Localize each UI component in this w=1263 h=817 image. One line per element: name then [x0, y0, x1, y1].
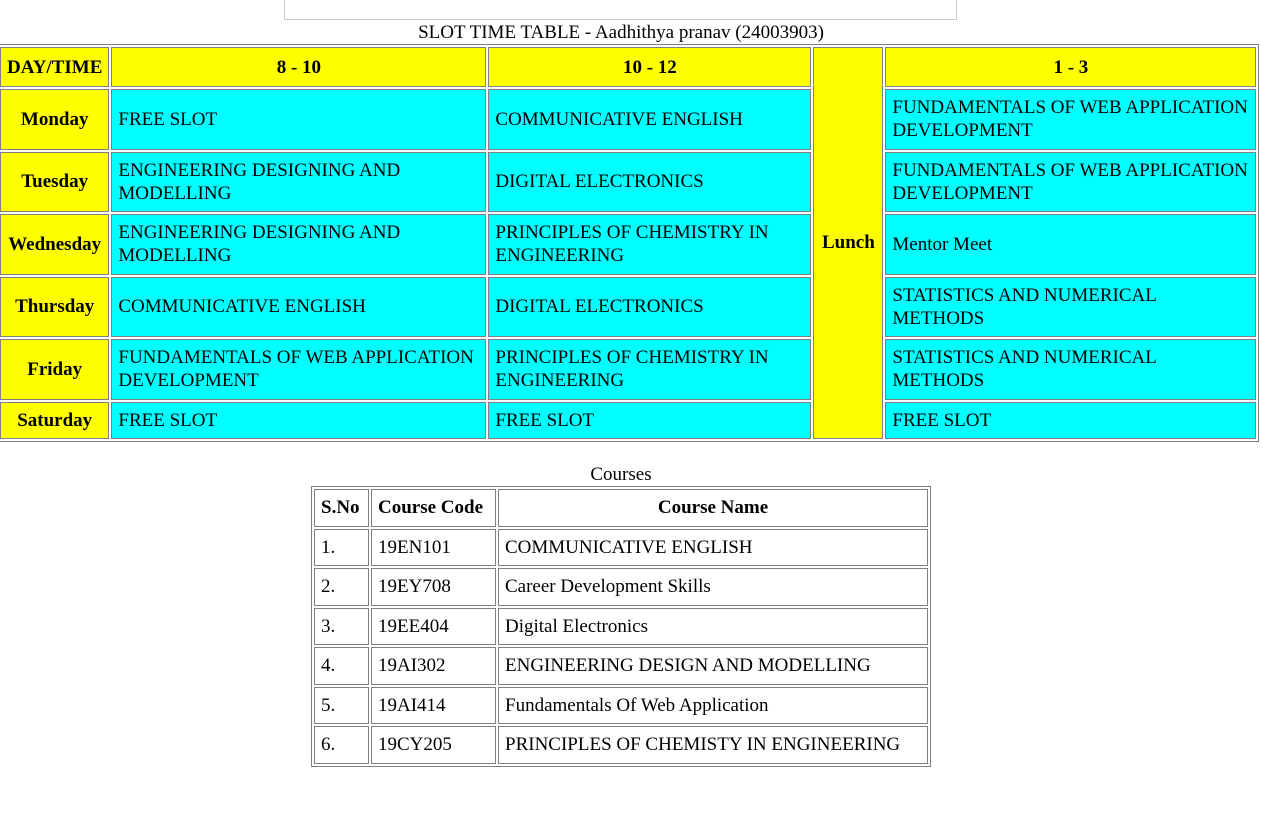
course-row — [314, 529, 928, 567]
course-code: 19EE404 — [371, 608, 496, 646]
course-row — [314, 568, 928, 606]
slot-cell: PRINCIPLES OF CHEMISTRY IN ENGINEERING — [488, 214, 811, 275]
course-sno: 5. — [314, 687, 369, 725]
course-name: Digital Electronics — [498, 608, 928, 646]
slot-timetable — [0, 44, 1259, 442]
slot-cell: FREE SLOT — [885, 402, 1256, 439]
timetable-header-row — [0, 47, 1256, 87]
slot-cell: FREE SLOT — [111, 89, 486, 150]
course-row — [314, 726, 928, 764]
course-sno: 3. — [314, 608, 369, 646]
course-code: 19EN101 — [371, 529, 496, 567]
day-label: Monday — [0, 89, 109, 150]
header-course-code: Course Code — [371, 489, 496, 527]
timetable-caption: SLOT TIME TABLE - Aadhithya pranav (24003903) — [418, 22, 824, 43]
lunch-cell: Lunch — [813, 47, 883, 439]
courses-header-row — [314, 489, 928, 527]
course-sno: 2. — [314, 568, 369, 606]
slot-cell: STATISTICS AND NUMERICAL METHODS — [885, 339, 1256, 400]
course-code: 19AI302 — [371, 647, 496, 685]
slot-cell: DIGITAL ELECTRONICS — [488, 277, 811, 338]
slot-cell: FREE SLOT — [488, 402, 811, 439]
timetable-row-saturday — [0, 402, 1256, 439]
slot-cell: FUNDAMENTALS OF WEB APPLICATION DEVELOPMENT — [885, 89, 1256, 150]
header-day-time: DAY/TIME — [0, 47, 109, 87]
course-name: ENGINEERING DESIGN AND MODELLING — [498, 647, 928, 685]
course-row — [314, 687, 928, 725]
course-sno: 4. — [314, 647, 369, 685]
slot-cell: PRINCIPLES OF CHEMISTRY IN ENGINEERING — [488, 339, 811, 400]
timetable-row-thursday — [0, 277, 1256, 338]
course-name: COMMUNICATIVE ENGLISH — [498, 529, 928, 567]
timetable-row-monday — [0, 89, 1256, 150]
header-slot-8-10: 8 - 10 — [111, 47, 486, 87]
course-name: Career Development Skills — [498, 568, 928, 606]
day-label: Wednesday — [0, 214, 109, 275]
course-row — [314, 608, 928, 646]
slot-cell: FUNDAMENTALS OF WEB APPLICATION DEVELOPMENT — [111, 339, 486, 400]
course-name: PRINCIPLES OF CHEMISTY IN ENGINEERING — [498, 726, 928, 764]
course-row — [314, 647, 928, 685]
courses-caption: Courses — [590, 464, 652, 485]
course-code: 19EY708 — [371, 568, 496, 606]
top-empty-box — [284, 0, 957, 20]
slot-cell: Mentor Meet — [885, 214, 1256, 275]
courses-table — [311, 486, 931, 767]
header-slot-10-12: 10 - 12 — [488, 47, 811, 87]
course-sno: 6. — [314, 726, 369, 764]
day-label: Tuesday — [0, 152, 109, 213]
course-code: 19AI414 — [371, 687, 496, 725]
header-slot-1-3: 1 - 3 — [885, 47, 1256, 87]
slot-cell: FUNDAMENTALS OF WEB APPLICATION DEVELOPMENT — [885, 152, 1256, 213]
day-label: Friday — [0, 339, 109, 400]
day-label: Thursday — [0, 277, 109, 338]
slot-cell: ENGINEERING DESIGNING AND MODELLING — [111, 214, 486, 275]
slot-cell: FREE SLOT — [111, 402, 486, 439]
timetable-row-wednesday — [0, 214, 1256, 275]
slot-cell: DIGITAL ELECTRONICS — [488, 152, 811, 213]
timetable-row-tuesday — [0, 152, 1256, 213]
slot-cell: STATISTICS AND NUMERICAL METHODS — [885, 277, 1256, 338]
course-code: 19CY205 — [371, 726, 496, 764]
timetable-row-friday — [0, 339, 1256, 400]
day-label: Saturday — [0, 402, 109, 439]
course-name: Fundamentals Of Web Application — [498, 687, 928, 725]
course-sno: 1. — [314, 529, 369, 567]
header-course-name: Course Name — [498, 489, 928, 527]
header-sno: S.No — [314, 489, 369, 527]
slot-cell: ENGINEERING DESIGNING AND MODELLING — [111, 152, 486, 213]
slot-cell: COMMUNICATIVE ENGLISH — [488, 89, 811, 150]
slot-cell: COMMUNICATIVE ENGLISH — [111, 277, 486, 338]
